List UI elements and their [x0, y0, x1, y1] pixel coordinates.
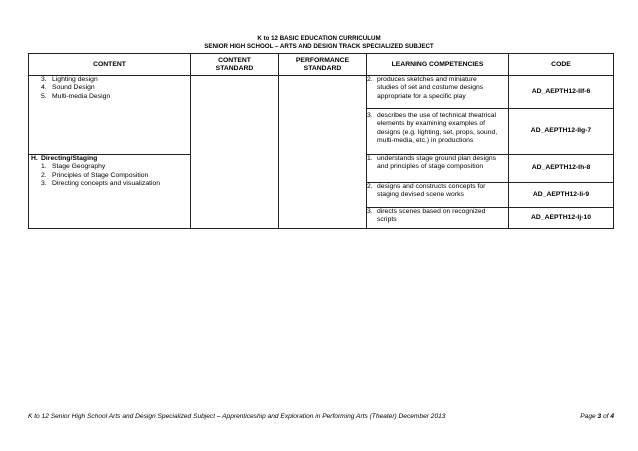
table-header-row	[29, 54, 614, 76]
code-cell: AD_AEPTH12-Ih-8	[509, 155, 614, 183]
list-item: 5. Multi-media Design	[41, 92, 111, 100]
track-subtitle: SENIOR HIGH SCHOOL – ARTS AND DESIGN TRACK SPECIALIZED SUBJECT	[204, 43, 434, 50]
header-content-standard: CONTENT STANDARD	[191, 54, 279, 76]
page-number: Page 3 of 4	[580, 413, 614, 420]
competency-cell: 2. produces sketches and miniature studies of set and costume designs appropriate for a specific play	[367, 76, 509, 109]
curriculum-table	[28, 53, 614, 229]
performance-standard-cell	[279, 76, 367, 229]
curriculum-title: K to 12 BASIC EDUCATION CURRICULUM	[257, 35, 381, 42]
competency-cell: 1. understands stage ground plan designs and principles of stage composition	[367, 155, 509, 183]
list-item: 1. Stage Geography	[41, 163, 106, 171]
header-code: CODE	[509, 54, 614, 76]
code-cell: AD_AEPTH12-IIg-7	[509, 109, 614, 155]
list-item: 4. Sound Design	[41, 84, 95, 92]
list-item: 3. Directing concepts and visualization	[41, 180, 161, 188]
list-item: 3. Lighting design	[41, 76, 98, 83]
code-cell: AD_AEPTH12-IIf-6	[509, 76, 614, 109]
content-cell-directing	[29, 155, 191, 229]
competency-cell: 3. directs scenes based on recognized scripts	[367, 208, 509, 229]
header-content: CONTENT	[29, 54, 191, 76]
code-cell: AD_AEPTH12-Ii-9	[509, 183, 614, 208]
section-heading: H. Directing/Staging	[31, 155, 98, 162]
header-performance-standard: PERFORMANCE STANDARD	[279, 54, 367, 76]
competency-cell: 2. designs and constructs concepts for staging devised scene works	[367, 183, 509, 208]
content-cell-design	[29, 76, 191, 155]
footer-text: K to 12 Senior High School Arts and Design Specialized Subject – Apprenticeship and Exploration in Performing Arts (Theater) December 2013	[28, 413, 446, 420]
competency-cell: 3. describes the use of technical theatrical elements by examining examples of designs (e.g. lighting, set, props, sound, multi-media, etc.) in productions	[367, 109, 509, 155]
table-row	[29, 76, 614, 109]
list-item: 2. Principles of Stage Composition	[41, 171, 149, 179]
header-learning-competencies: LEARNING COMPETENCIES	[367, 54, 509, 76]
code-cell: AD_AEPTH12-Ij-10	[509, 208, 614, 229]
content-standard-cell	[191, 76, 279, 229]
